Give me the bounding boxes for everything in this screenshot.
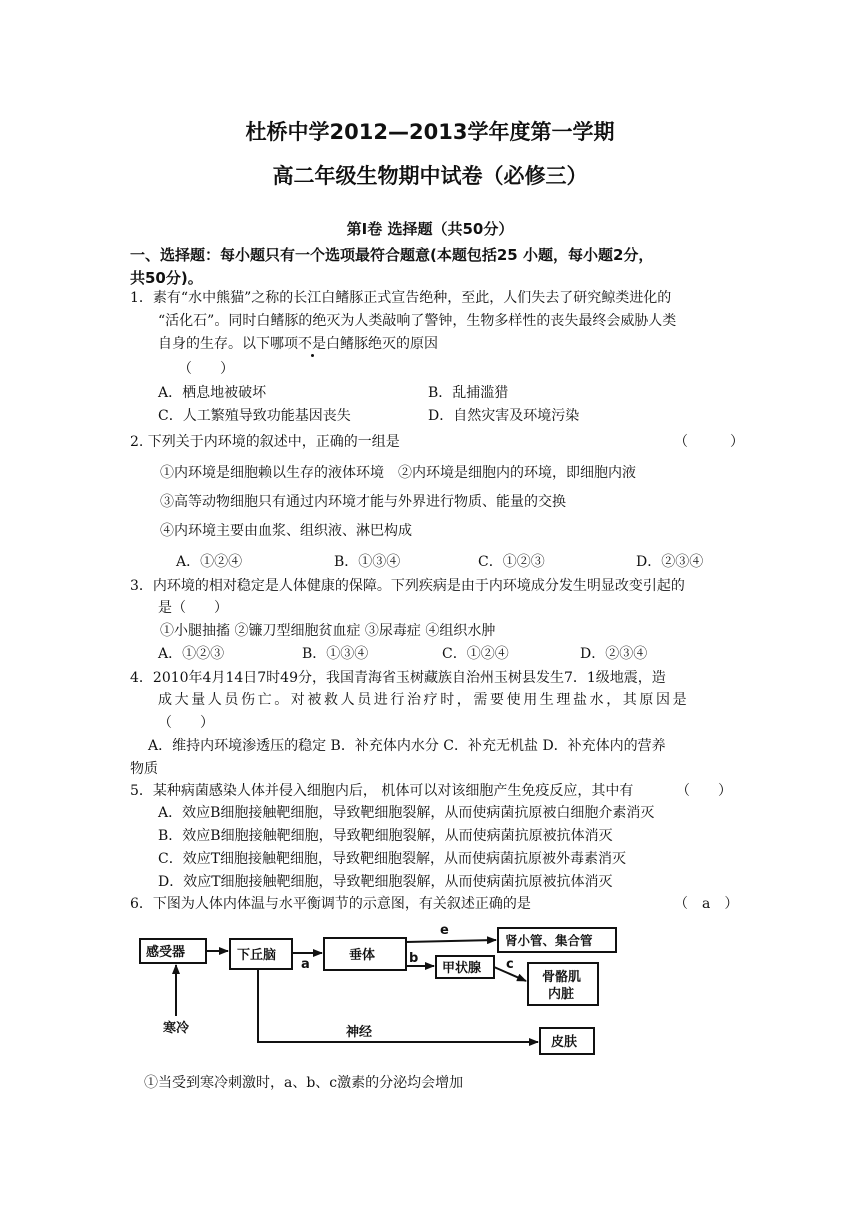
- pituitary-to-kidney-arrow: [406, 940, 496, 942]
- q1-emphasis: 不是: [298, 336, 326, 352]
- q5-stem: 5．某种病菌感染人体并侵入细胞内后， 机体可以对该细胞产生免疫反应，其中有: [130, 783, 634, 799]
- muscle-label-line1: 骨骼肌: [542, 970, 582, 985]
- q1-answer-paren: （ ）: [178, 361, 234, 377]
- q1-option-b: B．乱捕滥猎: [428, 385, 509, 401]
- q2-option-b: B．①③④: [334, 554, 401, 570]
- q1-line2: “活化石”。同时白鳍豚的绝灭为人类敲响了警钟，生物多样性的丧失最终会威胁人类: [158, 313, 677, 329]
- q3-items: ①小腿抽搐 ②镰刀型细胞贫血症 ③尿毒症 ④组织水肿: [160, 623, 496, 639]
- q2-option-d: D．②③④: [636, 554, 704, 570]
- q3-option-c: C．①②④: [442, 646, 509, 662]
- q2-answer-paren: （ ）: [674, 434, 744, 450]
- receptor-label: 感受器: [146, 945, 186, 960]
- part-title: 第Ⅰ卷 选择题（共50分）: [346, 220, 514, 238]
- label-b: b: [409, 951, 419, 966]
- q3-option-d: D．②③④: [580, 646, 648, 662]
- q1-line1: 1．素有“水中熊猫”之称的长江白鳍豚正式宣告绝种，至此，人们失去了研究鲸类进化的: [130, 290, 672, 306]
- q1-option-c: C．人工繁殖导致功能基因丧失: [158, 408, 351, 424]
- q2-item-1: ①内环境是细胞赖以生存的液体环境 ②内环境是细胞内的环境，即细胞内液: [160, 465, 636, 481]
- q5-option-b: B．效应B细胞接触靶细胞，导致靶细胞裂解，从而使病菌抗原被抗体消灭: [158, 828, 613, 844]
- instruction-line2: 共50分)。: [130, 269, 203, 287]
- thyroid-label: 甲状腺: [442, 961, 482, 976]
- q6-item-1: ①当受到寒冷刺激时，a、b、c激素的分泌均会增加: [144, 1075, 464, 1091]
- nerve-label: 神经: [346, 1025, 373, 1040]
- nerve-to-skin-arrow: [258, 969, 538, 1042]
- skin-label: 皮肤: [551, 1035, 578, 1050]
- q4-line3: （ ）: [158, 715, 214, 731]
- q6-stem: 6．下图为人体内体温与水平衡调节的示意图，有关叙述正确的是: [130, 896, 531, 912]
- q6-answer-paren: （ a ）: [674, 896, 739, 912]
- label-e: e: [440, 923, 449, 938]
- q2-stem: 2. 下列关于内环境的叙述中，正确的一组是: [130, 434, 400, 450]
- q4-line5: 物质: [130, 761, 158, 777]
- instruction-line1: 一、选择题：每小题只有一个选项最符合题意(本题包括25 小题，每小题2分，: [130, 246, 654, 264]
- q5-answer-paren: （ ）: [676, 783, 732, 799]
- q3-line1: 3．内环境的相对稳定是人体健康的保障。下列疾病是由于内环境成分发生明显改变引起的: [130, 578, 685, 594]
- q5-option-c: C．效应T细胞接触靶细胞，导致靶细胞裂解，从而使病菌抗原被外毒素消灭: [158, 851, 627, 867]
- cold-label: 寒冷: [163, 1021, 190, 1036]
- title-line1: 杜桥中学2012—2013学年度第一学期: [245, 120, 615, 144]
- q3-line2: 是（ ）: [158, 600, 228, 616]
- kidney-label: 肾小管、集合管: [505, 933, 593, 948]
- hypothalamus-label: 下丘脑: [237, 948, 277, 963]
- q2-option-c: C．①②③: [478, 554, 545, 570]
- q1-line3: 自身的生存。以下哪项不是白鳍豚绝灭的原因: [158, 336, 438, 352]
- q2-option-a: A．①②④: [176, 554, 243, 570]
- q1-option-d: D．自然灾害及环境污染: [428, 408, 580, 424]
- q1-option-a: A．栖息地被破坏: [158, 385, 267, 401]
- q5-option-a: A．效应B细胞接触靶细胞，导致靶细胞裂解，从而使病菌抗原被白细胞介素消灭: [158, 805, 655, 821]
- q2-item-3: ④内环境主要由血浆、组织液、淋巴构成: [160, 523, 412, 539]
- label-a: a: [301, 957, 310, 972]
- pituitary-label: 垂体: [349, 948, 376, 963]
- q4-line2: 成大量人员伤亡。对被救人员进行治疗时，需要使用生理盐水，其原因是: [158, 692, 690, 708]
- title-line2: 高二年级生物期中试卷（必修三）: [272, 164, 588, 188]
- muscle-label-line2: 内脏: [548, 987, 575, 1002]
- q5-option-d: D．效应T细胞接触靶细胞，导致靶细胞裂解，从而使病菌抗原被抗体消灭: [158, 874, 613, 890]
- q3-option-b: B．①③④: [302, 646, 369, 662]
- q2-item-2: ③高等动物细胞只有通过内环境才能与外界进行物质、能量的交换: [160, 494, 566, 510]
- label-c: c: [506, 957, 514, 972]
- q3-option-a: A．①②③: [158, 646, 225, 662]
- q4-line4: A．维持内环境渗透压的稳定 B．补充体内水分 C．补充无机盐 D．补充体内的营养: [148, 738, 666, 754]
- q4-line1: 4．2010年4月14日7时49分，我国青海省玉树藏族自治州玉树县发生7．1级地震，造: [130, 670, 666, 686]
